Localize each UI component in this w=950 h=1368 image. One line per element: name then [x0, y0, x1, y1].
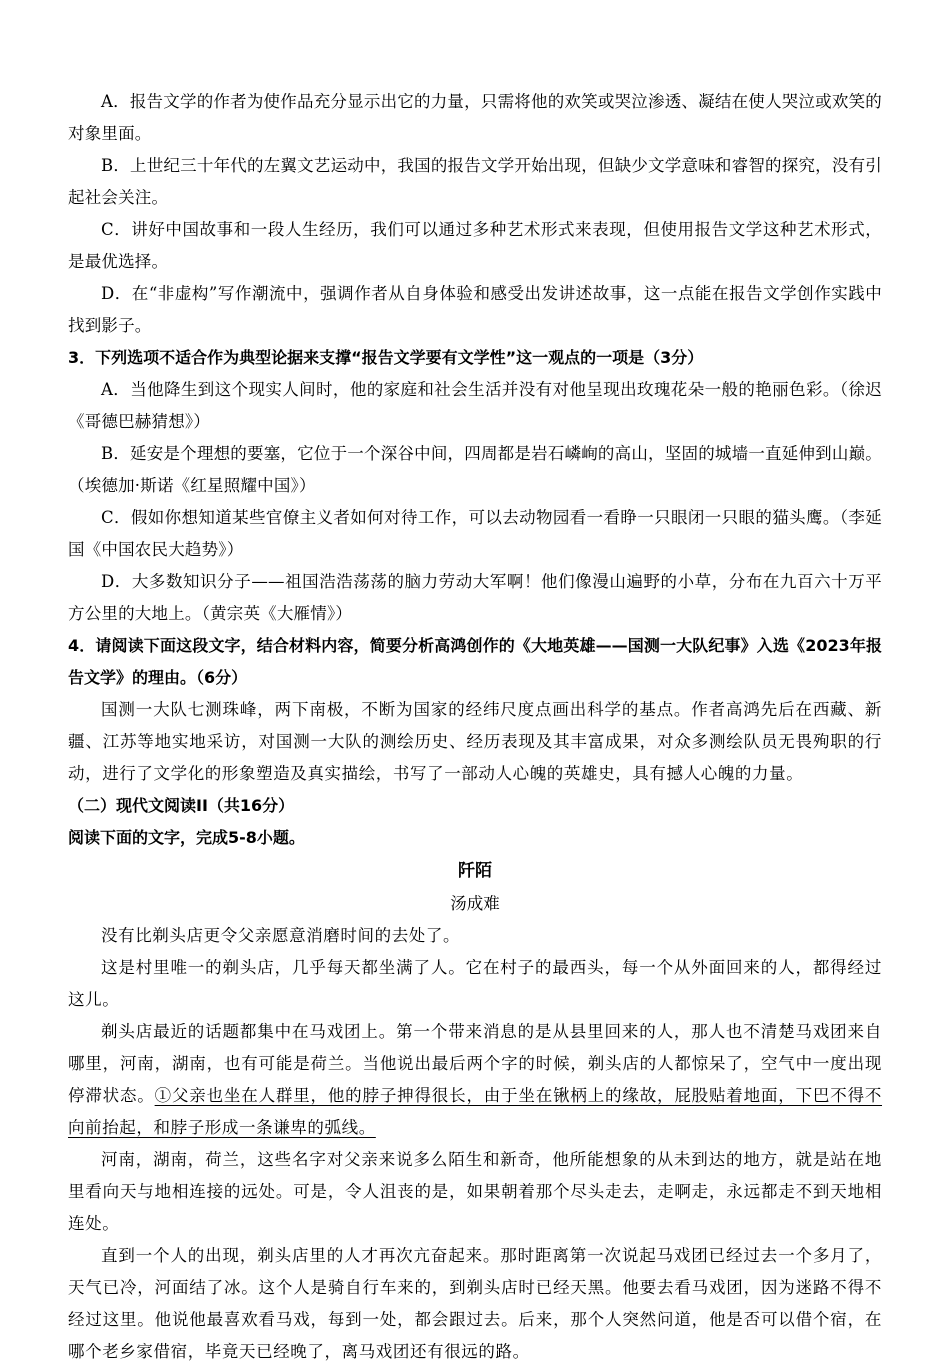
section-heading: （二）现代文阅读II（共16分）: [68, 796, 295, 815]
q3-option-c: C．假如你想知道某些官僚主义者如何对待工作，可以去动物园看一看睁一只眼闭一只眼的猫头鹰。（李延国《中国农民大趋势》）: [68, 508, 882, 559]
underlined-sentence-1: ①父亲也坐在人群里，他的脖子抻得很长，由于坐在锹柄上的缘故，屁股贴着地面，下巴不得不向前抬起，和脖子形成一条谦卑的弧线。: [68, 1086, 883, 1137]
story-paragraph-1: 没有比剃头店更令父亲愿意消磨时间的去处了。: [101, 926, 461, 945]
q4-passage: 国测一大队七测珠峰，两下南极，不断为国家的经纬尺度点画出科学的基点。作者高鸿先后在西藏、新疆、江苏等地实地采访，对国测一大队的测绘历史、经历表现及其丰富成果，对众多测绘队员无畏殉职的行动，进行了文学化的形象塑造及真实描绘，书写了一部动人心魄的英雄史，具有撼人心魄的力量。: [68, 700, 882, 783]
q2-option-c: C．讲好中国故事和一段人生经历，我们可以通过多种艺术形式来表现，但使用报告文学这种艺术形式，是最优选择。: [68, 220, 882, 271]
section-instruction: 阅读下面的文字，完成5-8小题。: [68, 828, 305, 847]
story-author: 汤成难: [450, 894, 500, 913]
exam-page: [68, 86, 882, 1368]
q4-question: 4．请阅读下面这段文字，结合材料内容，简要分析高鸿创作的《大地英雄——国测一大队纪事》入选《2023年报告文学》的理由。（6分）: [68, 636, 882, 687]
story-title: 阡陌: [458, 861, 492, 881]
q3-question: 3．下列选项不适合作为典型论据来支撑“报告文学要有文学性”这一观点的一项是（3分）: [68, 348, 704, 367]
q3-option-d: D．大多数知识分子——祖国浩浩荡荡的脑力劳动大军啊！他们像漫山遍野的小草，分布在九百六十万平方公里的大地上。（黄宗英《大雁情》）: [68, 572, 882, 623]
story-paragraph-3: [68, 1016, 882, 1144]
q3-option-a: A．当他降生到这个现实人间时，他的家庭和社会生活并没有对他呈现出玫瑰花朵一般的艳丽色彩。（徐迟《哥德巴赫猜想》）: [68, 380, 882, 431]
q2-option-d: D．在“非虚构”写作潮流中，强调作者从自身体验和感受出发讲述故事，这一点能在报告文学创作实践中找到影子。: [68, 284, 882, 335]
story-paragraph-2: 这是村里唯一的剃头店，几乎每天都坐满了人。它在村子的最西头，每一个从外面回来的人，都得经过这儿。: [68, 958, 882, 1009]
q2-option-b: B．上世纪三十年代的左翼文艺运动中，我国的报告文学开始出现，但缺少文学意味和睿智的探究，没有引起社会关注。: [68, 156, 882, 207]
q2-option-a: A．报告文学的作者为使作品充分显示出它的力量，只需将他的欢笑或哭泣渗透、凝结在使人哭泣或欢笑的对象里面。: [68, 92, 882, 143]
story-paragraph-5: 直到一个人的出现，剃头店里的人才再次亢奋起来。那时距离第一次说起马戏团已经过去一个多月了，天气已冷，河面结了冰。这个人是骑自行车来的，到剃头店时已经天黑。他要去看马戏团，因为迷路不得不经过这里。他说他最喜欢看马戏，每到一处，都会跟过去。后来，那个人突然问道，他是否可以借个宿，在哪个老乡家借宿，毕竟天已经晚了，离马戏团还有很远的路。: [68, 1246, 882, 1361]
story-paragraph-3-text: 剃头店最近的话题都集中在马戏团上。第一个带来消息的是从县里回来的人，那人也不清楚马戏团来自哪里，河南，湖南，也有可能是荷兰。当他说出最后两个字的时候，剃头店的人都惊呆了，空气中一度出现停滞状态。: [68, 1022, 882, 1105]
q3-option-b: B．延安是个理想的要塞，它位于一个深谷中间，四周都是岩石嶙峋的高山，坚固的城墙一直延伸到山巅。（埃德加·斯诺《红星照耀中国》）: [68, 444, 882, 495]
story-paragraph-4: 河南，湖南，荷兰，这些名字对父亲来说多么陌生和新奇，他所能想象的从未到达的地方，就是站在地里看向天与地相连接的远处。可是，令人沮丧的是，如果朝着那个尽头走去，走啊走，永远都走不到天地相连处。: [68, 1150, 882, 1233]
